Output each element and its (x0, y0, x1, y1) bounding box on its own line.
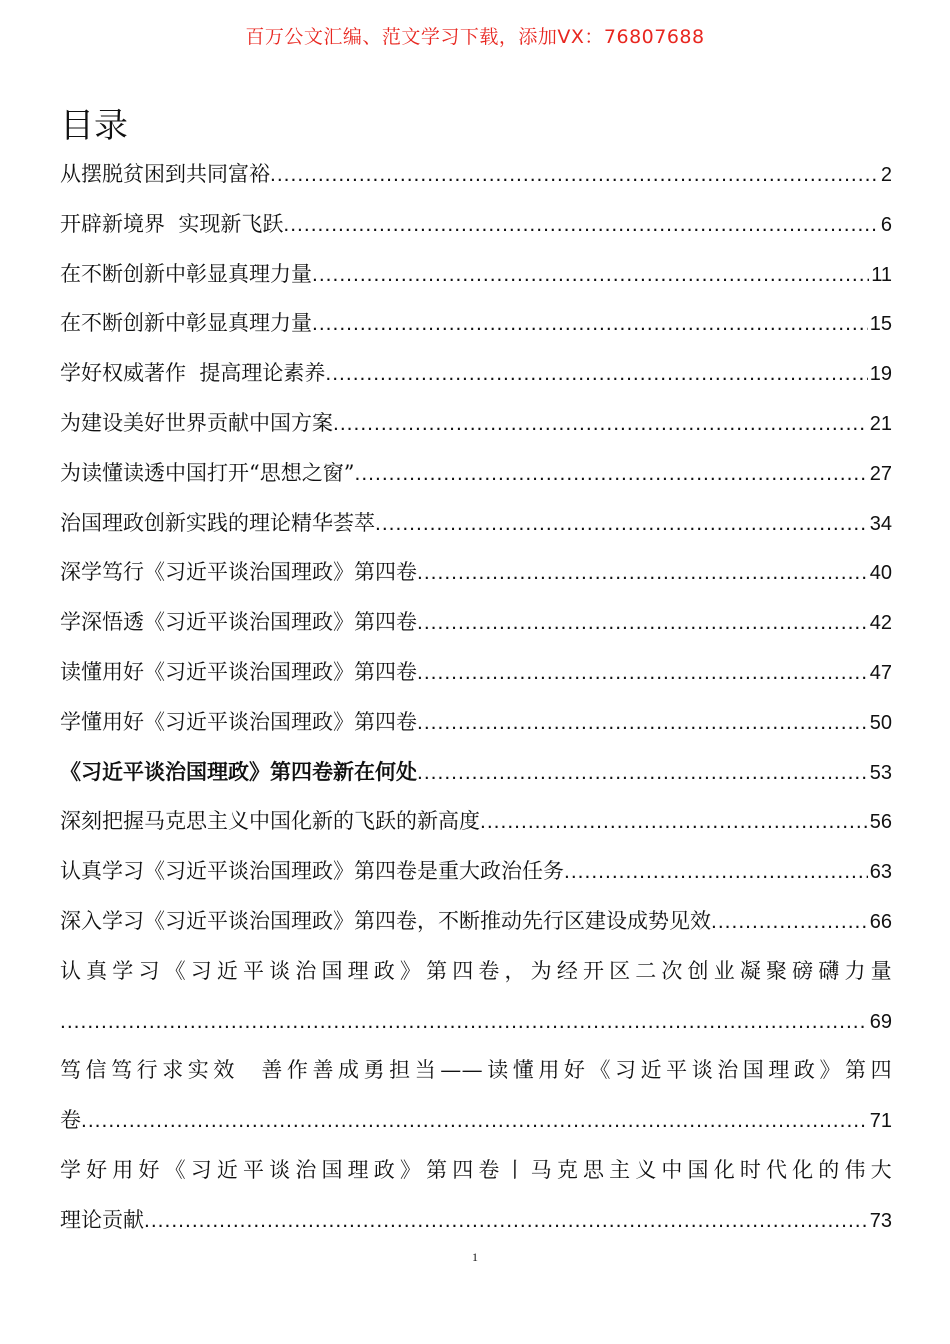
toc-entry-page: 63 (869, 861, 892, 884)
leader-dots (417, 598, 868, 648)
toc-entry[interactable] (60, 698, 892, 748)
toc-entry-title: 深学笃行《习近平谈治国理政》第四卷 (60, 560, 417, 585)
toc-entry-page: 71 (869, 1110, 892, 1133)
leader-dots (711, 897, 868, 947)
leader-dots (312, 250, 869, 300)
toc-entry[interactable] (60, 797, 892, 847)
toc-entry-title-line1: 认真学习《习近平谈治国理政》第四卷，为经开区二次创业凝聚磅礴力量 (60, 958, 892, 983)
toc-entry-title: 认真学习《习近平谈治国理政》第四卷是重大政治任务 (60, 859, 564, 884)
toc-entry-title: 在不断创新中彰显真理力量 (60, 311, 312, 336)
toc-entry-page: 6 (880, 213, 892, 236)
toc-entry[interactable] (60, 449, 892, 499)
toc-entry-title: 为读懂读透中国打开“思想之窗” (60, 460, 355, 485)
toc-entry-page: 34 (869, 512, 892, 535)
toc-entry-multiline[interactable] (60, 1046, 892, 1146)
toc-entry-title: 学懂用好《习近平谈治国理政》第四卷 (60, 709, 417, 734)
toc-entry[interactable] (60, 748, 892, 798)
toc-entry-title: 深入学习《习近平谈治国理政》第四卷，不断推动先行区建设成势见效 (60, 908, 711, 933)
leader-dots (417, 698, 868, 748)
toc-entry-page: 40 (869, 562, 892, 585)
toc-title: 目录 (60, 106, 128, 146)
toc-entry-multiline[interactable] (60, 1146, 892, 1246)
toc-entry-page: 53 (869, 761, 892, 784)
leader-dots (270, 150, 879, 200)
toc-entry-page: 11 (871, 263, 892, 286)
toc-entry-title: 学好权威著作 提高理论素养 (60, 361, 326, 386)
leader-dots (81, 1096, 868, 1146)
toc-entry-title: 学深悟透《习近平谈治国理政》第四卷 (60, 610, 417, 635)
leader-dots (144, 1196, 868, 1246)
leader-dots (283, 200, 879, 250)
toc-entry[interactable] (60, 399, 892, 449)
toc-entry[interactable] (60, 648, 892, 698)
toc-entry-title: 为建设美好世界贡献中国方案 (60, 410, 333, 435)
toc-entry[interactable] (60, 598, 892, 648)
leader-dots (60, 997, 868, 1047)
toc-entry-page: 2 (880, 164, 892, 186)
toc-entry-page: 47 (869, 661, 892, 684)
header-text: 百万公文汇编、范文学习下载，添加VX：76807688 (245, 26, 705, 48)
header-banner (0, 22, 950, 49)
toc-entry-title: 治国理政创新实践的理论精华荟萃 (60, 510, 375, 535)
toc-entry-title: 从摆脱贫困到共同富裕 (60, 162, 270, 186)
toc-entry-title: 开辟新境界 实现新飞跃 (60, 211, 284, 236)
toc-entry-page: 15 (869, 313, 892, 336)
toc-entry-page: 19 (869, 363, 892, 386)
leader-dots (325, 349, 867, 399)
toc-entry[interactable] (60, 200, 892, 250)
toc-entry[interactable] (60, 847, 892, 897)
table-of-contents (60, 150, 892, 1246)
toc-entry-page: 66 (869, 910, 892, 933)
toc-entry-title-line2: 理论贡献 (60, 1207, 144, 1232)
toc-entry-page: 50 (869, 711, 892, 734)
leader-dots (417, 548, 868, 598)
leader-dots (375, 499, 868, 549)
leader-dots (354, 449, 867, 499)
toc-entry-title: 《习近平谈治国理政》第四卷新在何处 (60, 759, 417, 784)
leader-dots (480, 797, 868, 847)
leader-dots (312, 299, 868, 349)
toc-entry-page: 27 (869, 462, 892, 485)
toc-entry-title-line1: 笃信笃行求实效 善作善成勇担当——读懂用好《习近平谈治国理政》第四 (60, 1058, 892, 1083)
toc-entry-page: 69 (869, 1010, 892, 1033)
leader-dots (564, 847, 868, 897)
toc-entry-page: 56 (869, 811, 892, 834)
toc-entry[interactable] (60, 349, 892, 399)
toc-entry-title: 读懂用好《习近平谈治国理政》第四卷 (60, 659, 417, 684)
toc-entry-page: 73 (869, 1209, 892, 1232)
toc-entry[interactable] (60, 150, 892, 200)
page-number: 1 (472, 1250, 478, 1264)
leader-dots (417, 648, 868, 698)
toc-entry-last-line (60, 1196, 892, 1246)
toc-entry-last-line (60, 1096, 892, 1146)
toc-entry-page: 21 (869, 412, 892, 435)
toc-entry-title-line2: 卷 (60, 1108, 81, 1133)
toc-entry-page: 42 (869, 612, 892, 635)
toc-entry[interactable] (60, 897, 892, 947)
toc-entry[interactable] (60, 548, 892, 598)
toc-entry-last-line (60, 997, 892, 1047)
toc-entry-title: 深刻把握马克思主义中国化新的飞跃的新高度 (60, 809, 480, 834)
toc-entry-multiline[interactable] (60, 947, 892, 1047)
leader-dots (417, 748, 868, 798)
toc-entry[interactable] (60, 299, 892, 349)
toc-entry-title-line1: 学好用好《习近平谈治国理政》第四卷丨马克思主义中国化时代化的伟大 (60, 1157, 892, 1182)
toc-entry-title: 在不断创新中彰显真理力量 (60, 261, 312, 286)
toc-entry[interactable] (60, 499, 892, 549)
toc-entry[interactable] (60, 250, 892, 300)
leader-dots (333, 399, 868, 449)
